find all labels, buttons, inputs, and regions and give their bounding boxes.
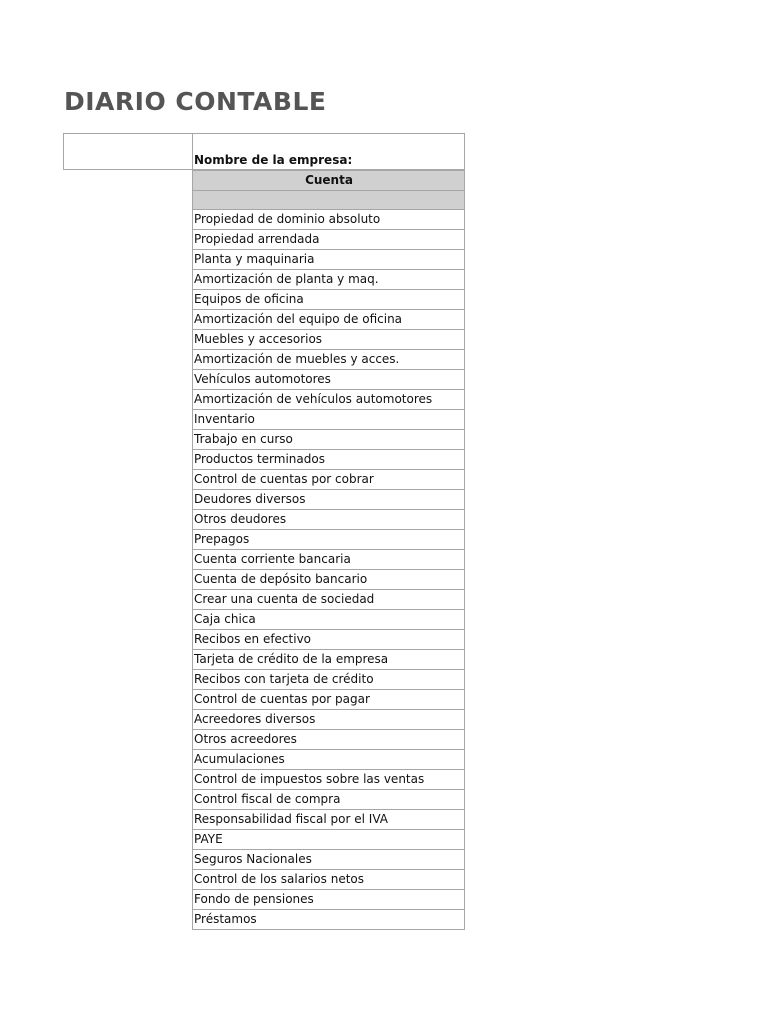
header-spacer-cell — [193, 191, 465, 210]
account-name-cell: Amortización de vehículos automotores — [193, 390, 465, 410]
table-row — [193, 330, 465, 350]
account-name-cell: Crear una cuenta de sociedad — [193, 590, 465, 610]
table-row — [193, 250, 465, 270]
table-row — [193, 630, 465, 650]
table-row — [193, 270, 465, 290]
table-row — [193, 550, 465, 570]
account-name-cell: Recibos con tarjeta de crédito — [193, 670, 465, 690]
account-name-cell: Tarjeta de crédito de la empresa — [193, 650, 465, 670]
table-row — [193, 430, 465, 450]
table-row — [193, 490, 465, 510]
company-name-cell — [192, 133, 465, 170]
account-name-cell: Seguros Nacionales — [193, 850, 465, 870]
account-name-cell: Planta y maquinaria — [193, 250, 465, 270]
account-name-cell: Prepagos — [193, 530, 465, 550]
table-row — [193, 670, 465, 690]
table-row — [193, 470, 465, 490]
table-header-row — [193, 171, 465, 191]
header-spacer-row — [193, 191, 465, 210]
account-name-cell: Cuenta de depósito bancario — [193, 570, 465, 590]
accounts-table-body — [193, 191, 465, 930]
account-name-cell: Caja chica — [193, 610, 465, 630]
account-name-cell: Amortización del equipo de oficina — [193, 310, 465, 330]
table-row — [193, 870, 465, 890]
account-name-cell: Amortización de muebles y acces. — [193, 350, 465, 370]
account-name-cell: Deudores diversos — [193, 490, 465, 510]
table-row — [193, 310, 465, 330]
table-row — [193, 710, 465, 730]
table-row — [193, 910, 465, 930]
account-name-cell: Inventario — [193, 410, 465, 430]
account-name-cell: Control de los salarios netos — [193, 870, 465, 890]
table-row — [193, 410, 465, 430]
account-name-cell: Control de impuestos sobre las ventas — [193, 770, 465, 790]
table-row — [193, 890, 465, 910]
account-name-cell: Otros deudores — [193, 510, 465, 530]
table-row — [193, 730, 465, 750]
account-name-cell: Responsabilidad fiscal por el IVA — [193, 810, 465, 830]
table-row — [193, 610, 465, 630]
account-name-cell: Productos terminados — [193, 450, 465, 470]
account-name-cell: Control de cuentas por cobrar — [193, 470, 465, 490]
account-name-cell: Vehículos automotores — [193, 370, 465, 390]
document-title: DIARIO CONTABLE — [64, 87, 327, 116]
account-name-cell: Acumulaciones — [193, 750, 465, 770]
account-name-cell: Muebles y accesorios — [193, 330, 465, 350]
table-row — [193, 650, 465, 670]
table-row — [193, 850, 465, 870]
table-row — [193, 810, 465, 830]
table-row — [193, 570, 465, 590]
table-row — [193, 350, 465, 370]
table-row — [193, 770, 465, 790]
table-row — [193, 510, 465, 530]
account-name-cell: Acreedores diversos — [193, 710, 465, 730]
table-row — [193, 450, 465, 470]
logo-placeholder-cell — [63, 133, 192, 170]
table-row — [193, 530, 465, 550]
table-row — [193, 590, 465, 610]
table-row — [193, 370, 465, 390]
account-name-cell: Recibos en efectivo — [193, 630, 465, 650]
table-row — [193, 210, 465, 230]
account-name-cell: Préstamos — [193, 910, 465, 930]
account-name-cell: Trabajo en curso — [193, 430, 465, 450]
table-row — [193, 790, 465, 810]
account-name-cell: Control fiscal de compra — [193, 790, 465, 810]
column-header-cuenta: Cuenta — [193, 171, 465, 191]
account-name-cell: Propiedad arrendada — [193, 230, 465, 250]
account-name-cell: Propiedad de dominio absoluto — [193, 210, 465, 230]
company-name-label: Nombre de la empresa: — [194, 153, 353, 167]
table-row — [193, 830, 465, 850]
account-name-cell: Equipos de oficina — [193, 290, 465, 310]
account-name-cell: Otros acreedores — [193, 730, 465, 750]
table-row — [193, 290, 465, 310]
table-row — [193, 690, 465, 710]
table-row — [193, 750, 465, 770]
account-name-cell: Control de cuentas por pagar — [193, 690, 465, 710]
accounts-table — [192, 170, 465, 930]
account-name-cell: Amortización de planta y maq. — [193, 270, 465, 290]
table-row — [193, 390, 465, 410]
account-name-cell: Fondo de pensiones — [193, 890, 465, 910]
table-row — [193, 230, 465, 250]
account-name-cell: PAYE — [193, 830, 465, 850]
account-name-cell: Cuenta corriente bancaria — [193, 550, 465, 570]
